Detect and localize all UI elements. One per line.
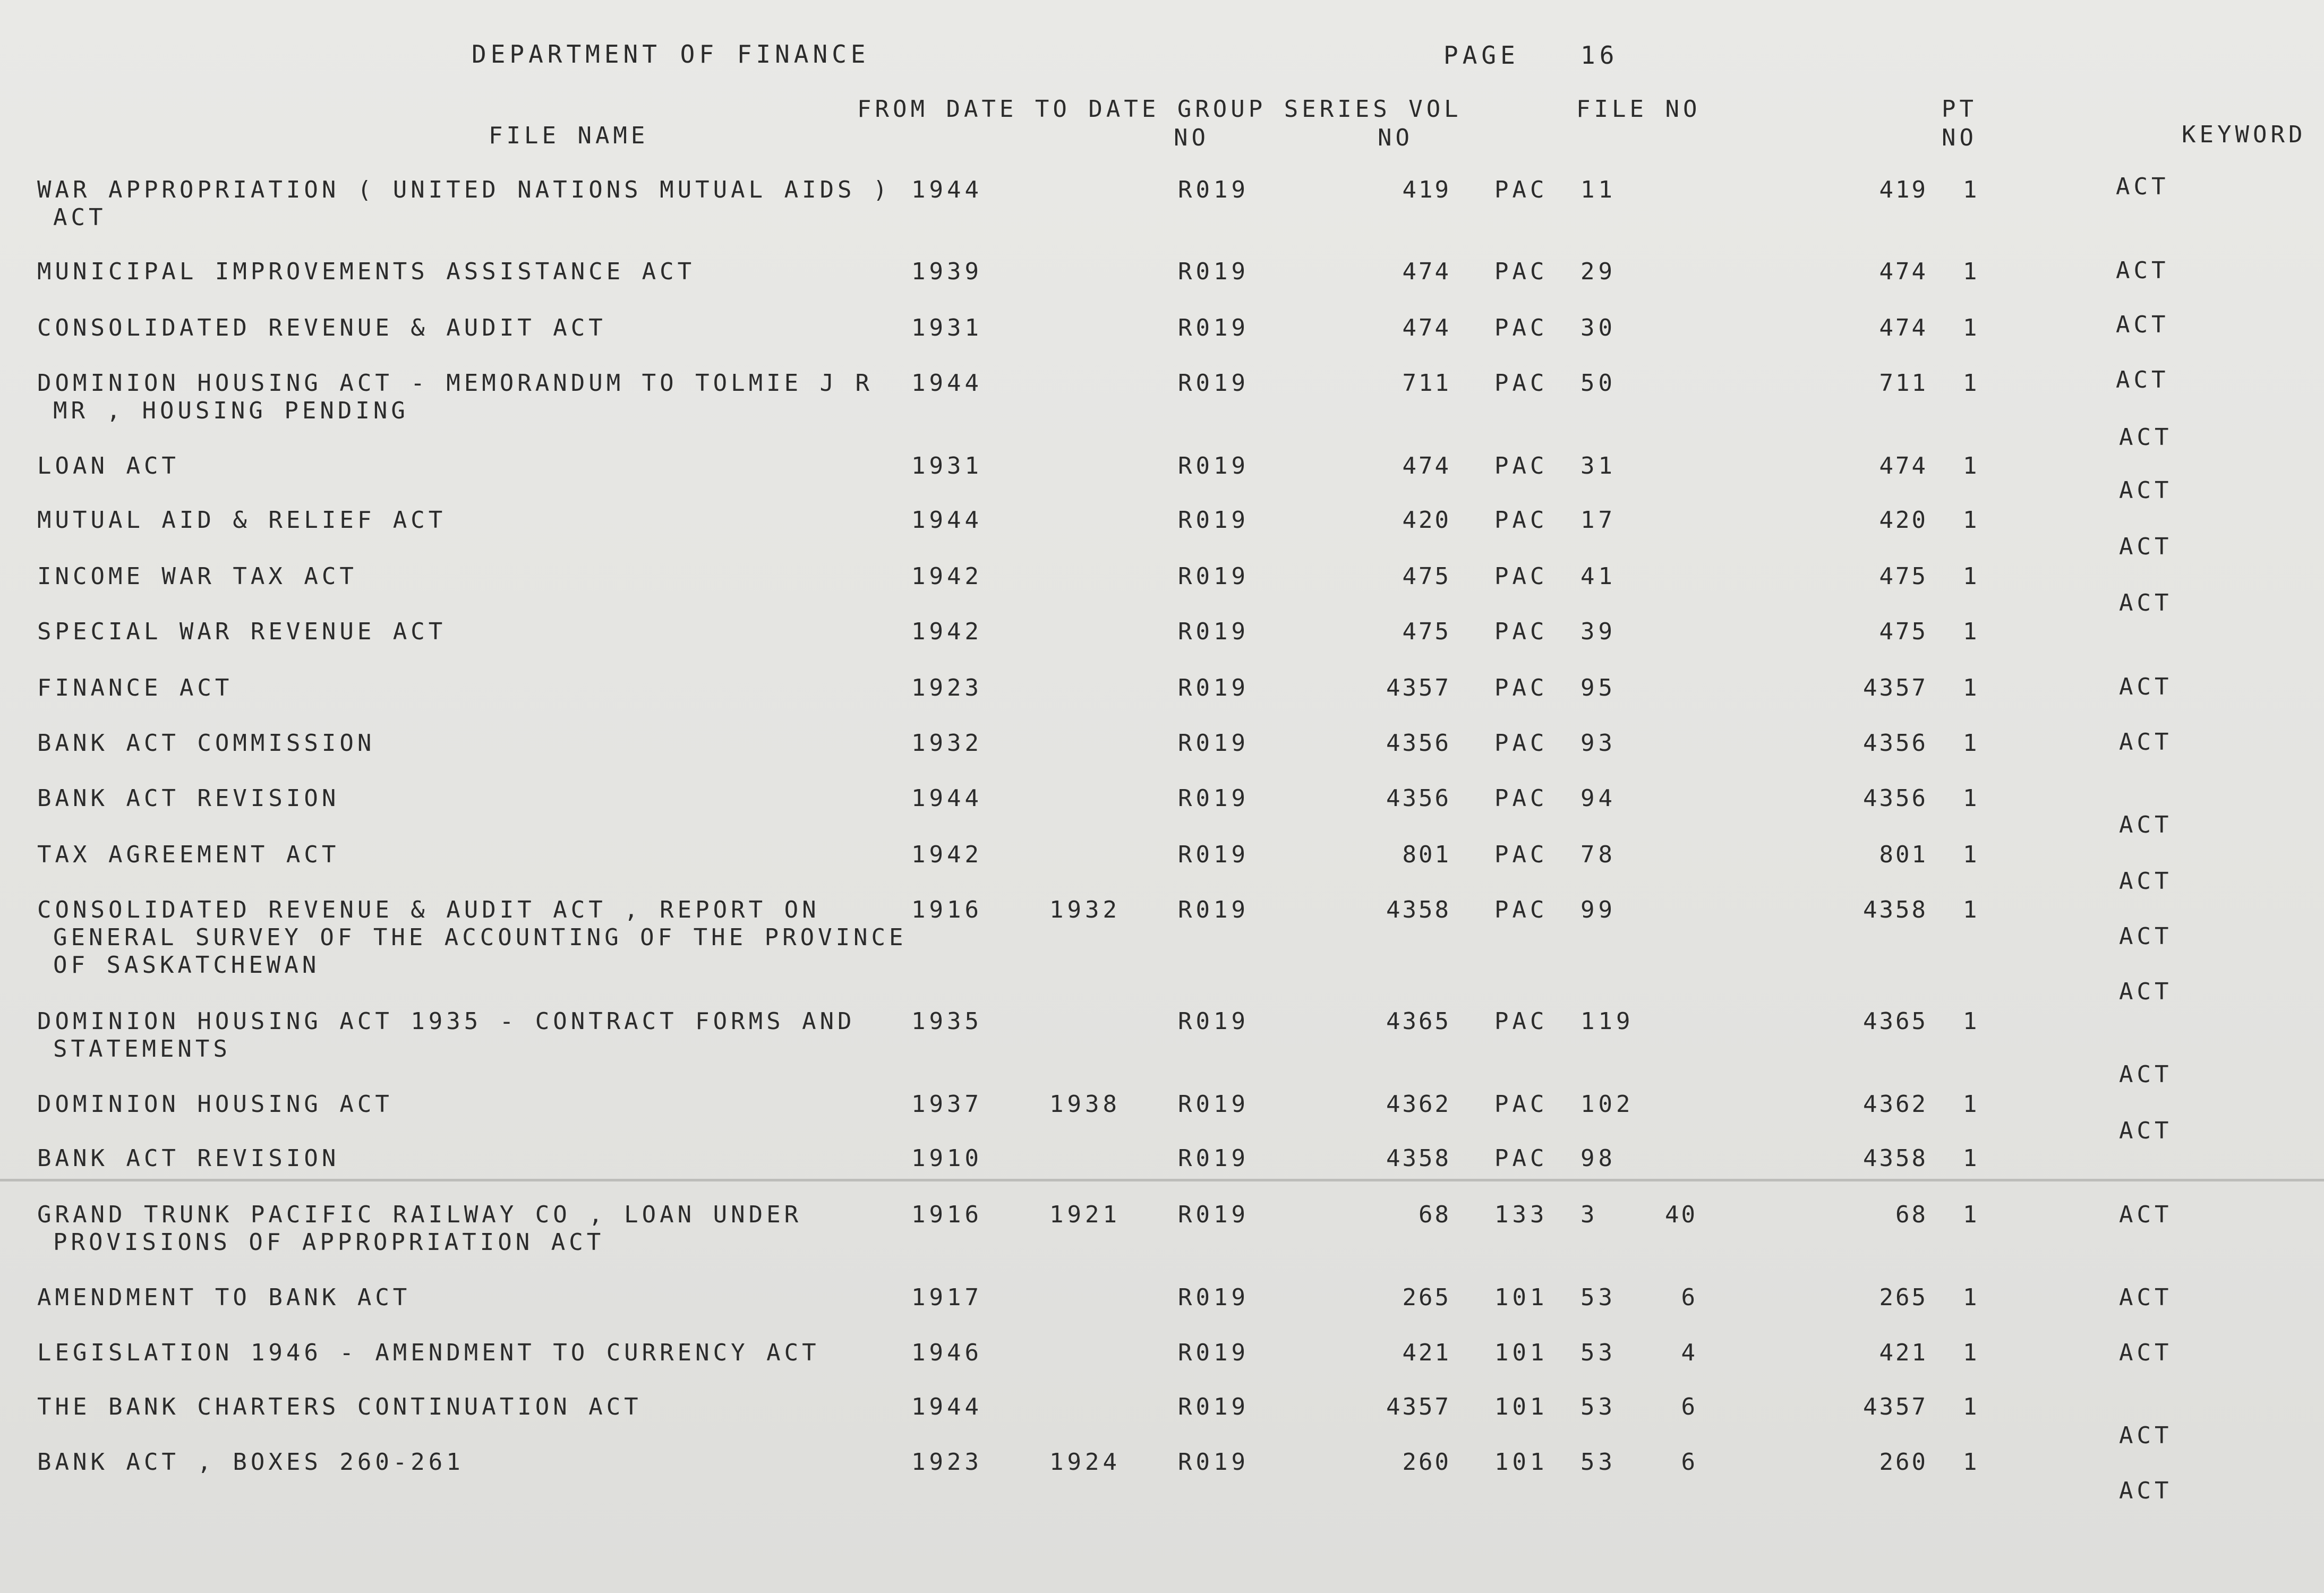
from-date: 1917: [911, 1284, 982, 1311]
to-date: 1921: [1049, 1201, 1121, 1228]
part-no: 1: [1963, 1449, 1981, 1476]
to-date: 1932: [1049, 896, 1121, 923]
group-no: R019: [1178, 1008, 1249, 1035]
from-date: 1931: [911, 314, 982, 341]
volume-ref: 4357: [1863, 674, 1928, 701]
file-name-line: BANK ACT REVISION: [37, 785, 340, 812]
to-date: 1924: [1049, 1449, 1121, 1476]
file-no-part-3: 6: [1681, 1393, 1697, 1420]
volume-no: 420: [1402, 507, 1451, 534]
part-no: 1: [1963, 176, 1981, 203]
group-no: R019: [1178, 1284, 1249, 1311]
file-no-part-1: 133: [1494, 1201, 1548, 1228]
header-file-no: FILE NO: [1576, 96, 1701, 123]
file-no-part-2: 31: [1580, 452, 1616, 479]
group-no: R019: [1178, 785, 1249, 812]
keyword-value: ACT: [2116, 257, 2169, 284]
volume-no: 4362: [1386, 1091, 1451, 1118]
from-date: 1931: [911, 452, 982, 479]
file-name-line: GRAND TRUNK PACIFIC RAILWAY CO , LOAN UNDER: [37, 1201, 802, 1228]
keyword-value: ACT: [2119, 978, 2173, 1005]
volume-ref: 421: [1879, 1339, 1928, 1366]
file-name-line: MR , HOUSING PENDING: [53, 397, 409, 424]
keyword-value: ACT: [2119, 477, 2173, 504]
page-number: 16: [1580, 41, 1619, 70]
file-name-line: GENERAL SURVEY OF THE ACCOUNTING OF THE PROVINCE: [53, 924, 907, 951]
group-no: R019: [1178, 730, 1249, 757]
to-date: 1938: [1049, 1091, 1121, 1118]
group-no: R019: [1178, 896, 1249, 923]
volume-ref: 260: [1879, 1449, 1928, 1476]
file-no-part-1: PAC: [1494, 452, 1548, 479]
file-name-line: INCOME WAR TAX ACT: [37, 563, 357, 590]
volume-ref: 265: [1879, 1284, 1928, 1311]
file-name-line: FINANCE ACT: [37, 674, 233, 701]
volume-no: 474: [1402, 314, 1451, 341]
from-date: 1944: [911, 785, 982, 812]
file-name-line: LOAN ACT: [37, 452, 180, 479]
file-no-part-3: 6: [1681, 1449, 1697, 1476]
file-name-line: SPECIAL WAR REVENUE ACT: [37, 618, 447, 645]
part-no: 1: [1963, 674, 1981, 701]
file-no-part-2: 53: [1580, 1284, 1616, 1311]
file-no-part-1: PAC: [1494, 370, 1548, 397]
group-no: R019: [1178, 618, 1249, 645]
volume-ref: 475: [1879, 618, 1928, 645]
volume-ref: 475: [1879, 563, 1928, 590]
file-no-part-2: 41: [1580, 563, 1616, 590]
from-date: 1944: [911, 176, 982, 203]
file-no-part-2: 98: [1580, 1145, 1616, 1172]
volume-ref: 4358: [1863, 896, 1928, 923]
part-no: 1: [1963, 896, 1981, 923]
volume-no: 474: [1402, 258, 1451, 285]
volume-no: 475: [1402, 563, 1451, 590]
file-name-line: DOMINION HOUSING ACT: [37, 1091, 393, 1118]
fold-line: [0, 1179, 2324, 1181]
part-no: 1: [1963, 452, 1981, 479]
file-name-line: CONSOLIDATED REVENUE & AUDIT ACT , REPORT ON: [37, 896, 820, 923]
volume-ref: 68: [1895, 1201, 1928, 1228]
from-date: 1946: [911, 1339, 982, 1366]
part-no: 1: [1963, 785, 1981, 812]
keyword-value: ACT: [2116, 173, 2169, 200]
volume-no: 4365: [1386, 1008, 1451, 1035]
volume-no: 475: [1402, 618, 1451, 645]
keyword-value: ACT: [2119, 1117, 2173, 1144]
volume-no: 474: [1402, 452, 1451, 479]
volume-ref: 4357: [1863, 1393, 1928, 1420]
volume-ref: 474: [1879, 314, 1928, 341]
file-no-part-2: 53: [1580, 1339, 1616, 1366]
file-no-part-2: 11: [1580, 176, 1616, 203]
from-date: 1910: [911, 1145, 982, 1172]
file-no-part-2: 102: [1580, 1091, 1634, 1118]
file-no-part-2: 93: [1580, 730, 1616, 757]
keyword-value: ACT: [2119, 1201, 2173, 1228]
file-name-line: DOMINION HOUSING ACT - MEMORANDUM TO TOLMIE J R: [37, 370, 874, 397]
header-vol-no: NO: [1378, 124, 1413, 151]
file-no-part-1: PAC: [1494, 314, 1548, 341]
file-no-part-2: 53: [1580, 1393, 1616, 1420]
file-name-line: AMENDMENT TO BANK ACT: [37, 1284, 411, 1311]
header-pt-no: NO: [1942, 124, 1977, 151]
volume-no: 4356: [1386, 785, 1451, 812]
file-no-part-1: PAC: [1494, 841, 1548, 868]
keyword-value: ACT: [2119, 1422, 2173, 1449]
file-name-line: STATEMENTS: [53, 1035, 231, 1063]
file-no-part-1: 101: [1494, 1339, 1548, 1366]
keyword-value: ACT: [2119, 673, 2173, 700]
volume-ref: 474: [1879, 452, 1928, 479]
file-no-part-1: PAC: [1494, 258, 1548, 285]
file-no-part-1: 101: [1494, 1284, 1548, 1311]
keyword-value: ACT: [2119, 1477, 2173, 1504]
part-no: 1: [1963, 1201, 1981, 1228]
file-name-line: MUTUAL AID & RELIEF ACT: [37, 507, 447, 534]
file-no-part-1: PAC: [1494, 1091, 1548, 1118]
from-date: 1932: [911, 730, 982, 757]
keyword-value: ACT: [2119, 811, 2173, 838]
file-no-part-2: 94: [1580, 785, 1616, 812]
from-date: 1923: [911, 674, 982, 701]
volume-no: 421: [1402, 1339, 1451, 1366]
keyword-value: ACT: [2119, 923, 2173, 950]
group-no: R019: [1178, 258, 1249, 285]
file-no-part-2: 3: [1580, 1201, 1599, 1228]
volume-no: 260: [1402, 1449, 1451, 1476]
group-no: R019: [1178, 1339, 1249, 1366]
part-no: 1: [1963, 314, 1981, 341]
part-no: 1: [1963, 730, 1981, 757]
group-no: R019: [1178, 314, 1249, 341]
volume-no: 4358: [1386, 896, 1451, 923]
file-name-line: ACT: [53, 204, 107, 231]
from-date: 1923: [911, 1449, 982, 1476]
volume-no: 265: [1402, 1284, 1451, 1311]
file-no-part-2: 17: [1580, 507, 1616, 534]
file-name-line: THE BANK CHARTERS CONTINUATION ACT: [37, 1393, 642, 1420]
file-no-part-2: 50: [1580, 370, 1616, 397]
file-name-line: CONSOLIDATED REVENUE & AUDIT ACT: [37, 314, 606, 341]
file-no-part-2: 53: [1580, 1449, 1616, 1476]
keyword-value: ACT: [2119, 589, 2173, 616]
file-no-part-2: 99: [1580, 896, 1616, 923]
group-no: R019: [1178, 1145, 1249, 1172]
keyword-value: ACT: [2119, 1339, 2173, 1366]
file-name-line: WAR APPROPRIATION ( UNITED NATIONS MUTUAL AIDS ): [37, 176, 891, 203]
part-no: 1: [1963, 841, 1981, 868]
file-name-line: MUNICIPAL IMPROVEMENTS ASSISTANCE ACT: [37, 258, 696, 285]
part-no: 1: [1963, 1339, 1981, 1366]
from-date: 1944: [911, 507, 982, 534]
file-no-part-3: 4: [1681, 1339, 1697, 1366]
file-no-part-1: PAC: [1494, 730, 1548, 757]
header-pt: PT: [1942, 96, 1977, 123]
volume-ref: 4362: [1863, 1091, 1928, 1118]
volume-no: 4357: [1386, 1393, 1451, 1420]
file-name-line: DOMINION HOUSING ACT 1935 - CONTRACT FORMS AND: [37, 1008, 856, 1035]
part-no: 1: [1963, 370, 1981, 397]
file-no-part-2: 119: [1580, 1008, 1634, 1035]
volume-ref: 4356: [1863, 730, 1928, 757]
file-no-part-1: PAC: [1494, 674, 1548, 701]
group-no: R019: [1178, 1091, 1249, 1118]
file-name-line: OF SASKATCHEWAN: [53, 952, 320, 979]
volume-ref: 4358: [1863, 1145, 1928, 1172]
file-no-part-1: PAC: [1494, 785, 1548, 812]
from-date: 1935: [911, 1008, 982, 1035]
from-date: 1942: [911, 563, 982, 590]
file-name-line: PROVISIONS OF APPROPRIATION ACT: [53, 1229, 605, 1256]
keyword-value: ACT: [2119, 1061, 2173, 1088]
file-no-part-2: 29: [1580, 258, 1616, 285]
group-no: R019: [1178, 507, 1249, 534]
file-no-part-2: 30: [1580, 314, 1616, 341]
file-no-part-1: PAC: [1494, 563, 1548, 590]
from-date: 1939: [911, 258, 982, 285]
volume-ref: 474: [1879, 258, 1928, 285]
keyword-value: ACT: [2119, 424, 2173, 451]
header-group-no: NO: [1174, 124, 1209, 151]
keyword-value: ACT: [2119, 533, 2173, 560]
from-date: 1942: [911, 618, 982, 645]
group-no: R019: [1178, 563, 1249, 590]
volume-ref: 801: [1879, 841, 1928, 868]
from-date: 1916: [911, 1201, 982, 1228]
group-no: R019: [1178, 1393, 1249, 1420]
from-date: 1942: [911, 841, 982, 868]
file-name-line: TAX AGREEMENT ACT: [37, 841, 340, 868]
volume-no: 4357: [1386, 674, 1451, 701]
part-no: 1: [1963, 507, 1981, 534]
header-file-name: FILE NAME: [489, 122, 649, 149]
file-no-part-1: PAC: [1494, 507, 1548, 534]
volume-ref: 4356: [1863, 785, 1928, 812]
file-no-part-2: 78: [1580, 841, 1616, 868]
keyword-value: ACT: [2119, 729, 2173, 756]
file-no-part-3: 6: [1681, 1284, 1697, 1311]
file-no-part-1: 101: [1494, 1449, 1548, 1476]
page-label: PAGE: [1443, 41, 1519, 70]
department-title: DEPARTMENT OF FINANCE: [472, 40, 870, 68]
group-no: R019: [1178, 370, 1249, 397]
volume-ref: 711: [1879, 370, 1928, 397]
part-no: 1: [1963, 258, 1981, 285]
from-date: 1916: [911, 896, 982, 923]
part-no: 1: [1963, 1284, 1981, 1311]
file-no-part-2: 95: [1580, 674, 1616, 701]
part-no: 1: [1963, 563, 1981, 590]
file-name-line: BANK ACT , BOXES 260-261: [37, 1449, 464, 1476]
file-name-line: BANK ACT COMMISSION: [37, 730, 375, 757]
file-no-part-2: 39: [1580, 618, 1616, 645]
part-no: 1: [1963, 618, 1981, 645]
volume-no: 419: [1402, 176, 1451, 203]
file-no-part-1: 101: [1494, 1393, 1548, 1420]
header-keyword: KEYWORD: [2182, 121, 2306, 148]
from-date: 1937: [911, 1091, 982, 1118]
volume-ref: 420: [1879, 507, 1928, 534]
from-date: 1944: [911, 1393, 982, 1420]
group-no: R019: [1178, 1201, 1249, 1228]
file-no-part-1: PAC: [1494, 1145, 1548, 1172]
volume-ref: 419: [1879, 176, 1928, 203]
from-date: 1944: [911, 370, 982, 397]
file-no-part-1: PAC: [1494, 618, 1548, 645]
volume-no: 68: [1419, 1201, 1451, 1228]
part-no: 1: [1963, 1091, 1981, 1118]
group-no: R019: [1178, 452, 1249, 479]
group-no: R019: [1178, 841, 1249, 868]
volume-no: 711: [1402, 370, 1451, 397]
keyword-value: ACT: [2116, 366, 2169, 393]
volume-no: 4356: [1386, 730, 1451, 757]
file-no-part-3: 40: [1665, 1201, 1697, 1228]
file-no-part-1: PAC: [1494, 176, 1548, 203]
volume-no: 801: [1402, 841, 1451, 868]
file-no-part-1: PAC: [1494, 896, 1548, 923]
group-no: R019: [1178, 176, 1249, 203]
part-no: 1: [1963, 1393, 1981, 1420]
group-no: R019: [1178, 674, 1249, 701]
volume-ref: 4365: [1863, 1008, 1928, 1035]
header-dates-group-series-vol: FROM DATE TO DATE GROUP SERIES VOL: [857, 96, 1462, 123]
part-no: 1: [1963, 1145, 1981, 1172]
keyword-value: ACT: [2119, 1284, 2173, 1311]
volume-no: 4358: [1386, 1145, 1451, 1172]
keyword-value: ACT: [2116, 311, 2169, 338]
file-name-line: LEGISLATION 1946 - AMENDMENT TO CURRENCY ACT: [37, 1339, 820, 1366]
part-no: 1: [1963, 1008, 1981, 1035]
group-no: R019: [1178, 1449, 1249, 1476]
keyword-value: ACT: [2119, 868, 2173, 895]
file-no-part-1: PAC: [1494, 1008, 1548, 1035]
file-name-line: BANK ACT REVISION: [37, 1145, 340, 1172]
